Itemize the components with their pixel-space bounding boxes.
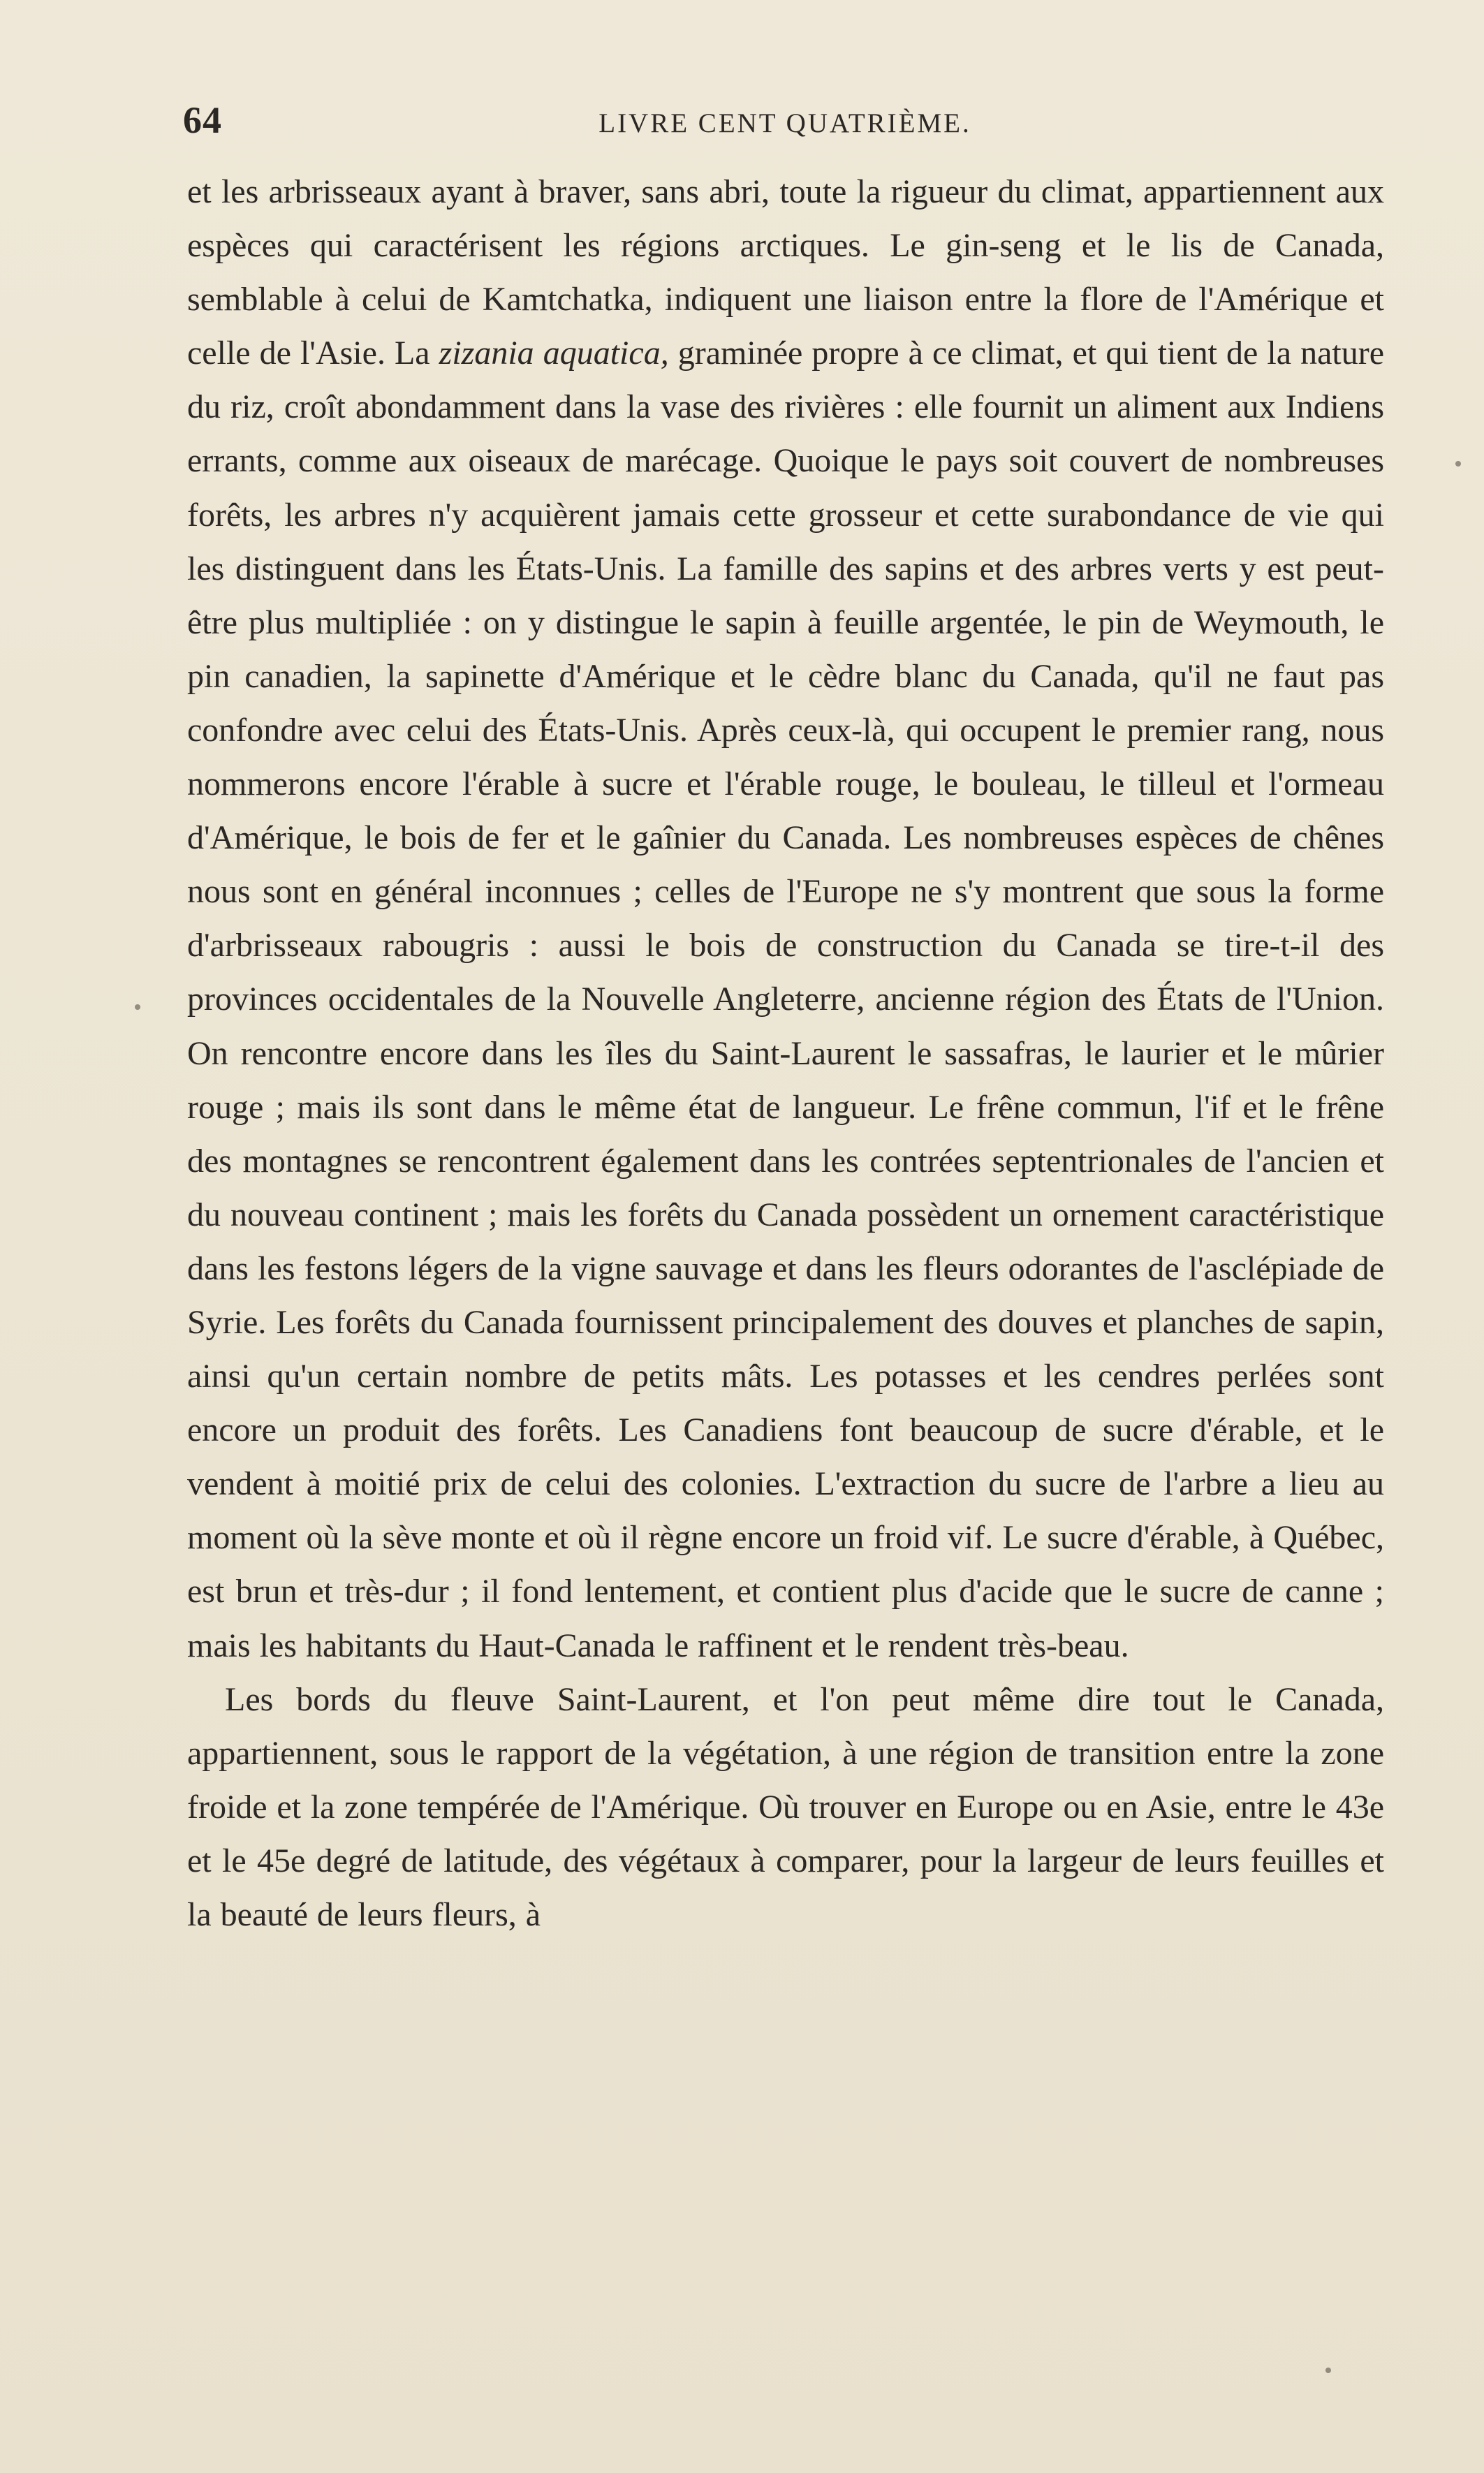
page-header [183,99,1387,141]
paper-speck [135,1004,140,1010]
paragraph-1-text-b: graminée propre à ce climat, et qui tient de la nature du riz, croît abondamment dans la vase des rivières : elle fournit un aliment aux Indiens errants, comme aux oiseaux de marécage. Quoique le pays soit couvert de nombreuses forêts, les arbres n'y acquièrent jamais cette grosseur et cette surabondance de vie qui les distinguent dans les États-Unis. La famille des sapins et des arbres verts y est peut-être plus multipliée : on y distingue le sapin à feuille argentée, le pin de Weymouth, le pin canadien, la sapinette d'Amérique et le cèdre blanc du Canada, qu'il ne faut pas confondre avec celui des États-Unis. Après ceux-là, qui occupent le premier rang, nous nommerons encore l'érable à sucre et l'érable rouge, le bouleau, le tilleul et l'ormeau d'Amérique, le bois de fer et le gaînier du Canada. Les nombreuses espèces de chênes nous sont en général inconnues ; celles de l'Europe ne s'y montrent que sous la forme d'arbrisseaux rabougris : aussi le bois de construction du Canada se tire-t-il des provinces occidentales de la Nouvelle Angleterre, ancienne région des États de l'Union. On rencontre encore dans les îles du Saint-Laurent le sassafras, le laurier et le mûrier rouge ; mais ils sont dans le même état de langueur. Le frêne commun, l'if et le frêne des montagnes se rencontrent également dans les contrées septentrionales de l'ancien et du nouveau continent ; mais les forêts du Canada possèdent un ornement caractéristique dans les festons légers de la vigne sauvage et dans les fleurs odorantes de l'asclépiade de Syrie. Les forêts du Canada fournissent principalement des douves et planches de sapin, ainsi qu'un certain nombre de petits mâts. Les potasses et les cendres perlées sont encore un produit des forêts. Les Canadiens font beaucoup de sucre d'érable, et le vendent à moitié prix de celui des colonies. L'extraction du sucre de l'arbre a lieu au moment où la sève monte et où il règne encore un froid vif. Le sucre d'érable, à Québec, est brun et très-dur ; il fond lentement, et contient plus d'acide que le sucre de canne ; mais les habitants du Haut-Canada le raffinent et le rendent très-beau. [187,335,1384,1664]
paper-speck [1455,461,1461,467]
paper-speck [1325,2368,1331,2373]
paragraph-2: Les bords du fleuve Saint-Laurent, et l'on peut même dire tout le Canada, appartiennent, sous le rapport de la végétation, à une région de transition entre la zone froide et la zone tempérée de l'Amérique. Où trouver en Europe ou en Asie, entre le 43e et le 45e degré de latitude, des végétaux à comparer, pour la largeur de leurs feuilles et la beauté de leurs fleurs, à [187,1680,1384,1933]
paragraph-1 [187,165,1384,1673]
page-number: 64 [183,99,222,141]
italic-species-name: zizania aquatica, [439,335,669,372]
running-title: LIVRE CENT QUATRIÈME. [598,108,971,138]
body-text [187,165,1384,1942]
paragraph-1-text-a: et les arbrisseaux ayant à braver, sans abri, toute la rigueur du climat, appartiennent aux espèces qui caractérisent les régions arctiques. Le gin-seng et le lis de Canada, semblable à celui de Kamtchatka, indiquent une liaison entre la flore de l'Amérique et celle de l'Asie. La [187,173,1384,372]
